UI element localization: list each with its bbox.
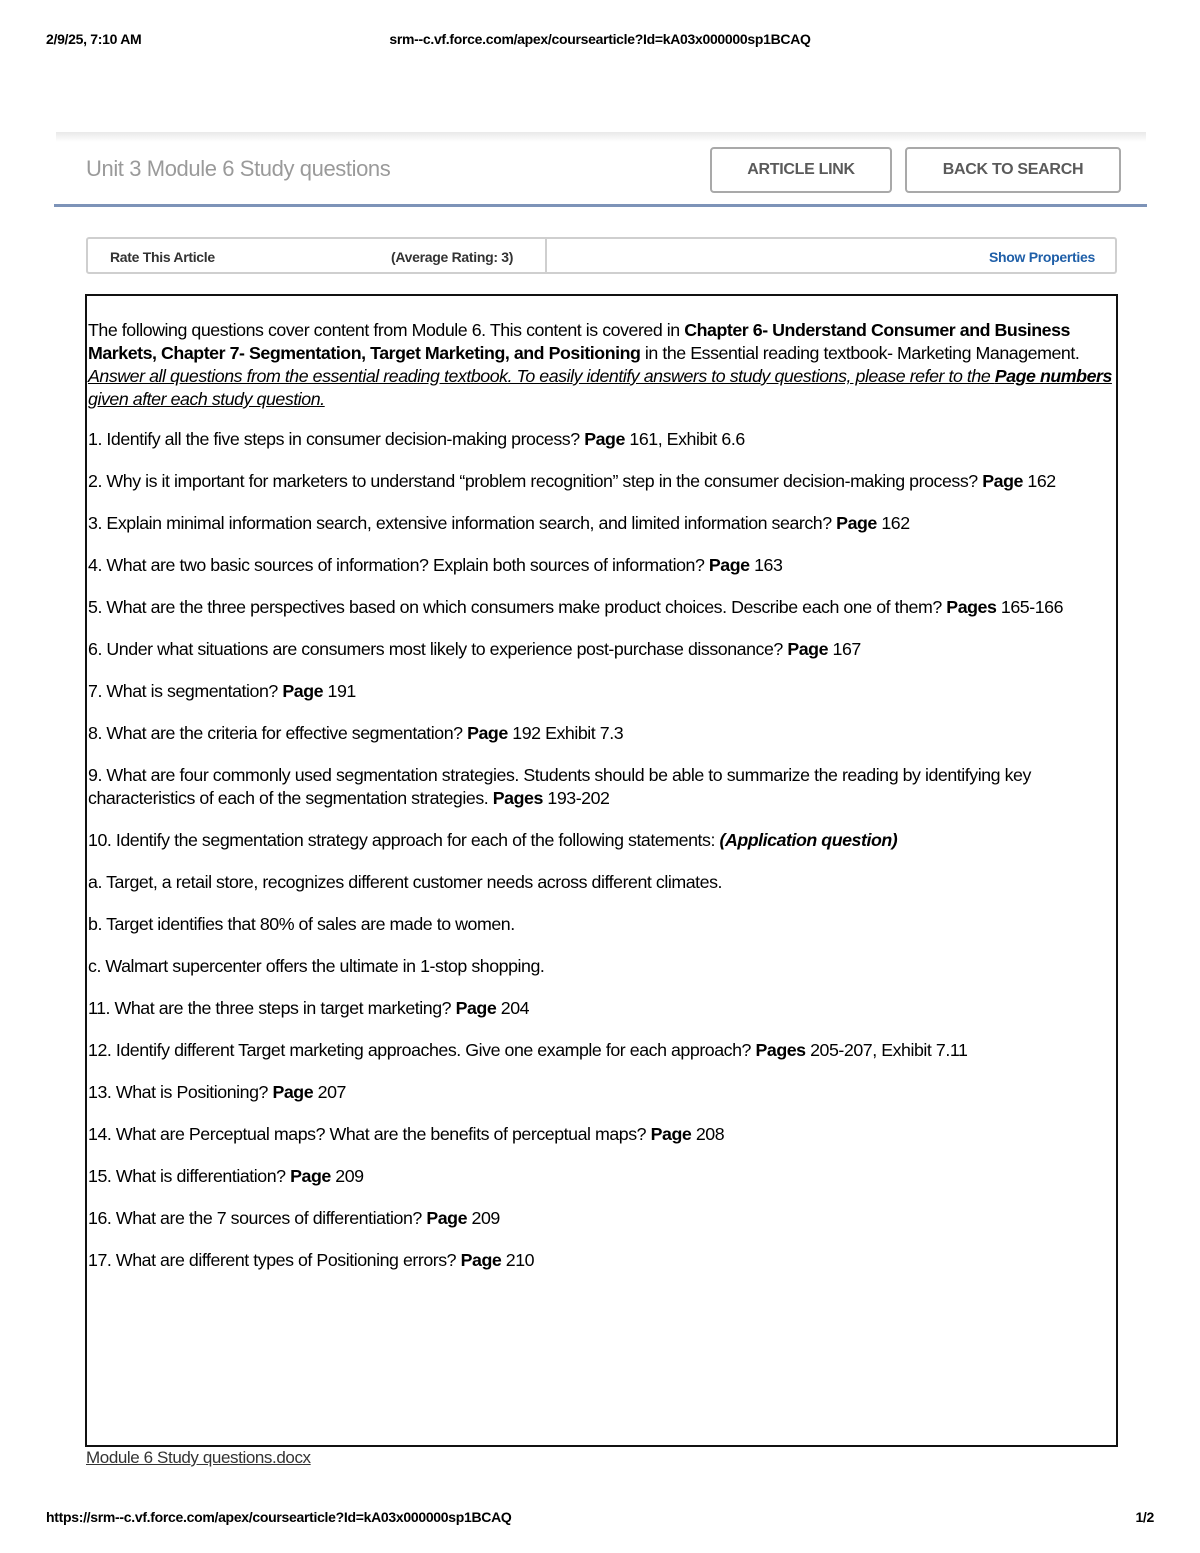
- question-item: [88, 1039, 1113, 1062]
- page-number: 1/2: [1135, 1509, 1154, 1525]
- question-page-label: (Application question): [719, 830, 898, 850]
- question-item: [88, 722, 1113, 745]
- question-page-ref: 167: [828, 639, 861, 659]
- question-page-label: Page: [787, 639, 829, 659]
- question-page-ref: 209: [330, 1166, 364, 1186]
- question-text: c. Walmart supercenter offers the ultimate in 1-stop shopping.: [88, 956, 545, 976]
- question-page-label: Pages: [492, 788, 543, 808]
- question-item: [88, 1081, 1113, 1104]
- question-text: 10. Identify the segmentation strategy approach for each of the following statements:: [88, 830, 720, 850]
- intro-text: The following questions cover content from Module 6. This content is covered in: [88, 320, 685, 340]
- question-page-ref: 205-207, Exhibit 7.11: [805, 1040, 968, 1060]
- question-item: [88, 512, 1113, 535]
- attachment-link[interactable]: Module 6 Study questions.docx: [86, 1448, 311, 1467]
- question-text: a. Target, a retail store, recognizes different customer needs across different climates.: [88, 872, 722, 892]
- rating-bar: [86, 237, 1117, 274]
- question-page-ref: 192 Exhibit 7.3: [507, 723, 624, 743]
- question-page-label: Page: [467, 723, 508, 743]
- question-item: [88, 871, 1113, 894]
- question-page-ref: 163: [749, 555, 783, 575]
- question-page-label: Pages: [946, 597, 997, 617]
- question-text: 12. Identify different Target marketing approaches. Give one example for each approach?: [88, 1040, 756, 1060]
- title-divider: [54, 204, 1147, 207]
- question-item: [88, 997, 1113, 1020]
- question-page-ref: 207: [313, 1082, 346, 1102]
- question-item: [88, 829, 1113, 852]
- intro-instruction-end: given after each study question.: [88, 389, 325, 409]
- intro-chapters: Chapter 6- Understand Consumer and Business Markets, Chapter 7- Segmentation, Target Marketing, and Positioning: [88, 320, 1070, 363]
- print-timestamp: 2/9/25, 7:10 AM: [46, 31, 142, 47]
- question-text: 5. What are the three perspectives based on which consumers make product choices. Describe each one of them?: [88, 597, 947, 617]
- question-page-label: Page: [282, 681, 324, 701]
- question-page-label: Page: [426, 1208, 468, 1228]
- question-text: 8. What are the criteria for effective segmentation?: [88, 723, 468, 743]
- intro-page-numbers: Page numbers: [994, 366, 1112, 386]
- question-page-ref: 162: [876, 513, 910, 533]
- article-body: [88, 319, 1113, 1291]
- question-item: [88, 955, 1113, 978]
- question-list: [88, 428, 1113, 1272]
- question-page-label: Page: [584, 429, 625, 449]
- question-page-label: Page: [290, 1166, 331, 1186]
- question-text: 2. Why is it important for marketers to understand “problem recognition” step in the consumer decision-making process?: [88, 471, 983, 491]
- back-to-search-button[interactable]: BACK TO SEARCH: [905, 147, 1121, 193]
- show-properties-link[interactable]: Show Properties: [989, 249, 1095, 265]
- article-link-button[interactable]: ARTICLE LINK: [710, 147, 892, 193]
- question-page-ref: 161, Exhibit 6.6: [624, 429, 745, 449]
- question-page-ref: 162: [1022, 471, 1056, 491]
- print-header-url: srm--c.vf.force.com/apex/coursearticle?Id=kA03x000000sp1BCAQ: [389, 31, 811, 47]
- question-item: [88, 596, 1113, 619]
- question-text: b. Target identifies that 80% of sales are made to women.: [88, 914, 515, 934]
- intro-paragraph: [88, 319, 1113, 411]
- header-shadow: [56, 132, 1146, 142]
- intro-text-2: in the Essential reading textbook- Marketing Management.: [640, 343, 1080, 363]
- question-item: [88, 1123, 1113, 1146]
- question-text: 17. What are different types of Positioning errors?: [88, 1250, 461, 1270]
- question-page-label: Page: [272, 1082, 314, 1102]
- question-page-label: Page: [982, 471, 1023, 491]
- question-text: 7. What is segmentation?: [88, 681, 283, 701]
- rating-divider: [545, 239, 547, 272]
- question-page-label: Page: [836, 513, 877, 533]
- question-page-label: Page: [650, 1124, 692, 1144]
- question-page-ref: 208: [691, 1124, 725, 1144]
- question-item: [88, 1249, 1113, 1272]
- question-page-ref: 191: [323, 681, 356, 701]
- intro-instruction: Answer all questions from the essential reading textbook. To easily identify answers to study questions, please refer to the: [88, 366, 995, 386]
- question-page-ref: 210: [501, 1250, 535, 1270]
- question-page-label: Page: [455, 998, 497, 1018]
- question-item: [88, 1165, 1113, 1188]
- question-text: 16. What are the 7 sources of differentiation?: [88, 1208, 427, 1228]
- question-page-ref: 193-202: [542, 788, 610, 808]
- question-text: 6. Under what situations are consumers most likely to experience post-purchase dissonance?: [88, 639, 788, 659]
- question-text: 11. What are the three steps in target marketing?: [88, 998, 456, 1018]
- page-title: Unit 3 Module 6 Study questions: [86, 156, 391, 181]
- average-rating: (Average Rating: 3): [391, 249, 514, 265]
- question-text: 9. What are four commonly used segmentation strategies. Students should be able to summarize the reading by identifying key characteristics of each of the segmentation strategies.: [88, 765, 1031, 808]
- question-item: [88, 764, 1113, 810]
- question-page-ref: 165-166: [996, 597, 1064, 617]
- question-text: 15. What is differentiation?: [88, 1166, 291, 1186]
- question-page-label: Page: [460, 1250, 502, 1270]
- question-item: [88, 428, 1113, 451]
- question-page-label: Page: [708, 555, 750, 575]
- question-text: 4. What are two basic sources of information? Explain both sources of information?: [88, 555, 709, 575]
- print-header: [46, 31, 1154, 51]
- rate-article-label[interactable]: Rate This Article: [110, 249, 215, 265]
- question-item: [88, 680, 1113, 703]
- question-text: 3. Explain minimal information search, extensive information search, and limited information search?: [88, 513, 837, 533]
- question-text: 1. Identify all the five steps in consumer decision-making process?: [88, 429, 585, 449]
- question-page-ref: 204: [496, 998, 530, 1018]
- question-page-ref: 209: [467, 1208, 500, 1228]
- print-footer-url: https://srm--c.vf.force.com/apex/coursearticle?Id=kA03x000000sp1BCAQ: [46, 1509, 512, 1525]
- print-footer: [46, 1509, 1154, 1529]
- question-page-label: Pages: [755, 1040, 806, 1060]
- question-text: 14. What are Perceptual maps? What are the benefits of perceptual maps?: [88, 1124, 651, 1144]
- question-item: [88, 1207, 1113, 1230]
- question-item: [88, 554, 1113, 577]
- question-item: [88, 470, 1113, 493]
- question-item: [88, 913, 1113, 936]
- question-text: 13. What is Positioning?: [88, 1082, 273, 1102]
- question-item: [88, 638, 1113, 661]
